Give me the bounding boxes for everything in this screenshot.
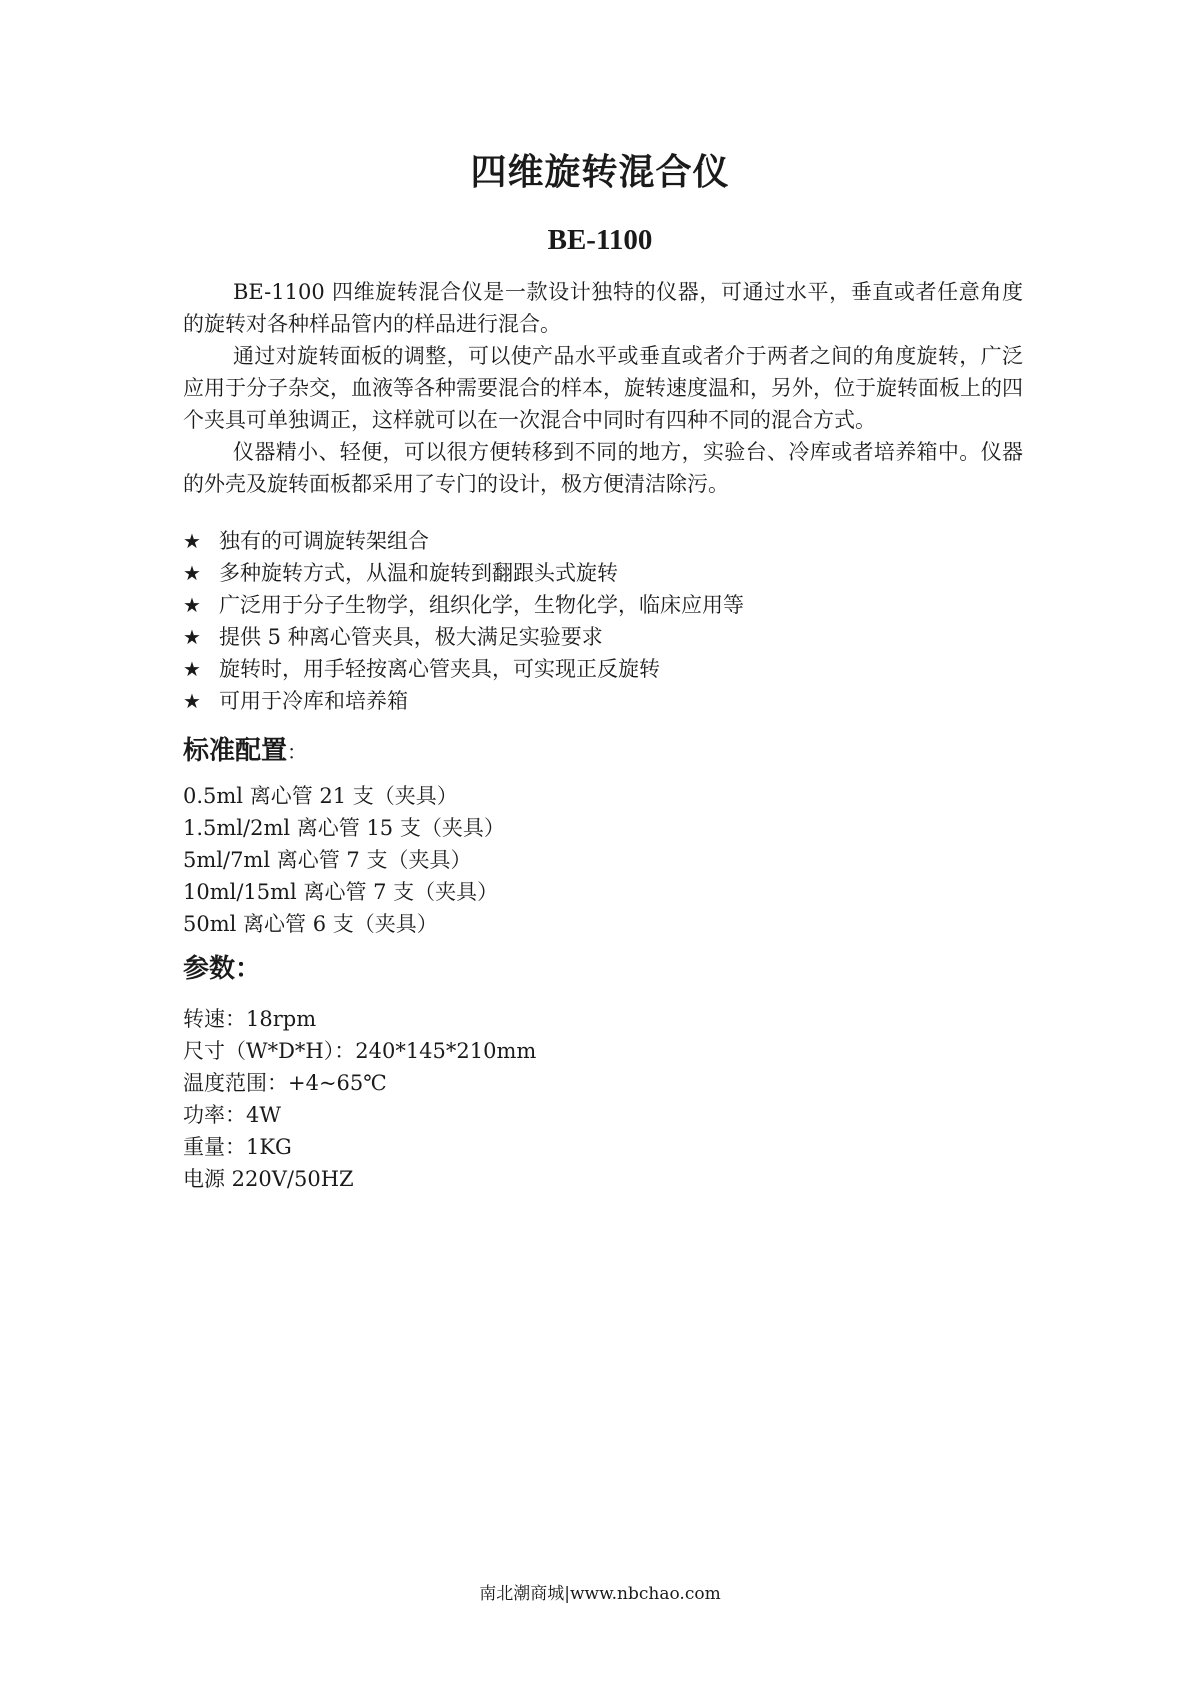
parameter-item: 温度范围：+4~65℃ [183,1071,387,1095]
config-item: 0.5ml 离心管 21 支（夹具） [183,784,458,808]
parameters-list [183,1003,536,1195]
config-item: 50ml 离心管 6 支（夹具） [183,912,438,936]
feature-text: 可用于冷库和培养箱 [219,689,408,713]
config-item: 1.5ml/2ml 离心管 15 支（夹具） [183,816,505,840]
feature-text: 独有的可调旋转架组合 [219,529,429,553]
description-paragraph-1: BE-1100 四维旋转混合仪是一款设计独特的仪器，可通过水平，垂直或者任意角度的旋转对各种样品管内的样品进行混合。 [183,280,1023,336]
description-block [183,276,1023,500]
config-item: 5ml/7ml 离心管 7 支（夹具） [183,848,472,872]
star-icon: ★ [183,625,201,649]
document-title: 四维旋转混合仪 [470,152,730,193]
star-icon: ★ [183,561,201,585]
feature-item [183,685,1023,717]
parameters-heading: 参数： [183,954,262,984]
standard-config-heading-text: 标准配置 [183,736,288,766]
star-icon: ★ [183,657,201,681]
parameter-item: 重量：1KG [183,1135,292,1159]
config-item: 10ml/15ml 离心管 7 支（夹具） [183,880,499,904]
star-icon: ★ [183,529,201,553]
parameter-item: 电源 220V/50HZ [183,1167,354,1191]
model-number: BE-1100 [547,224,653,256]
feature-item [183,621,1023,653]
description-paragraph-3: 仪器精小、轻便，可以很方便转移到不同的地方，实验台、冷库或者培养箱中。仪器的外壳及旋转面板都采用了专门的设计，极方便清洁除污。 [183,440,1023,496]
standard-config-heading-colon: ： [287,740,308,764]
feature-text: 旋转时，用手轻按离心管夹具，可实现正反旋转 [219,657,660,681]
parameter-item: 功率：4W [183,1103,281,1127]
feature-text: 多种旋转方式，从温和旋转到翻跟头式旋转 [219,561,618,585]
standard-config-list [183,780,505,940]
star-icon: ★ [183,593,201,617]
feature-item [183,557,1023,589]
description-paragraph-2: 通过对旋转面板的调整，可以使产品水平或垂直或者介于两者之间的角度旋转，广泛应用于分子杂交，血液等各种需要混合的样本，旋转速度温和，另外，位于旋转面板上的四个夹具可单独调正，这样就可以在一次混合中同时有四种不同的混合方式。 [183,344,1023,432]
feature-item [183,589,1023,621]
page-footer: 南北潮商城|www.nbchao.com [479,1584,721,1604]
feature-text: 广泛用于分子生物学，组织化学，生物化学，临床应用等 [219,593,744,617]
feature-text: 提供 5 种离心管夹具，极大满足实验要求 [219,625,603,649]
feature-list [183,525,1023,717]
feature-item [183,653,1023,685]
star-icon: ★ [183,689,201,713]
feature-item [183,525,1023,557]
standard-config-heading [183,734,307,769]
parameter-item: 转速：18rpm [183,1007,317,1031]
parameter-item: 尺寸（W*D*H）：240*145*210mm [183,1039,537,1063]
